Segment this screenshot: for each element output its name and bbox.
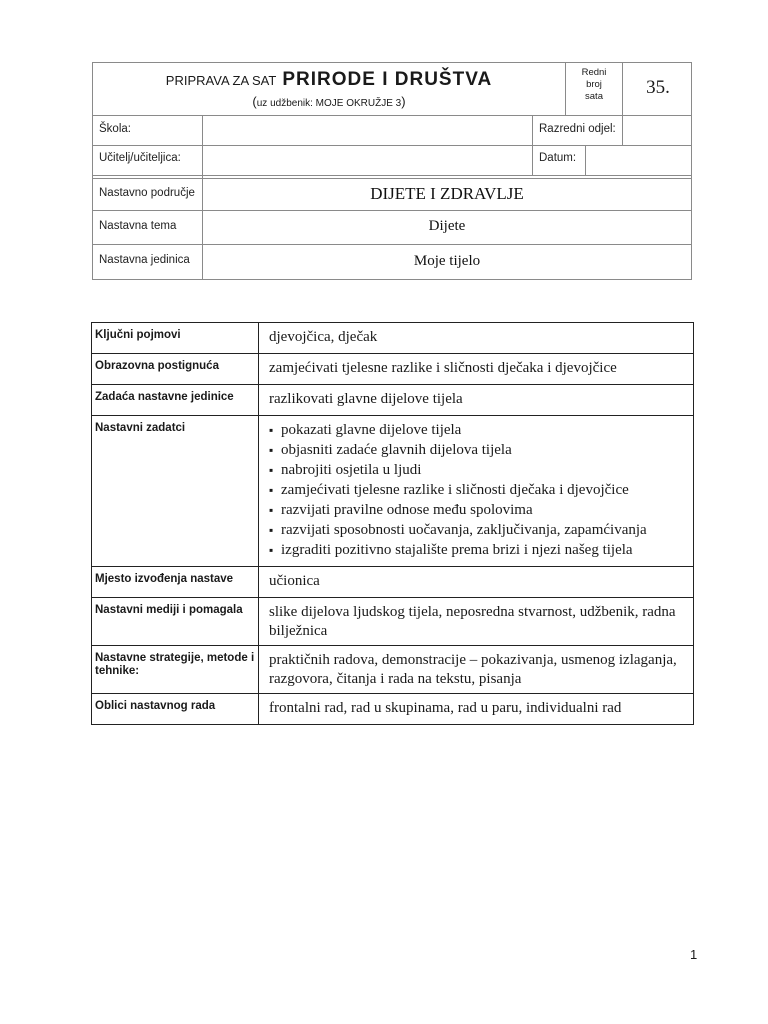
subject-area-label: Nastavno područje — [99, 187, 195, 199]
document-title — [93, 69, 565, 91]
topic-label: Nastavna tema — [99, 220, 177, 232]
school-label: Škola: — [99, 123, 131, 135]
bullet-icon: ▪ — [269, 463, 274, 477]
unit-value: Moje tijelo — [413, 253, 481, 269]
outcomes-label: Obrazovna postignuća — [92, 354, 259, 385]
subtitle-text: uz udžbenik: MOJE OKRUŽJE 3 — [256, 98, 402, 109]
subtitle-open: ( — [252, 94, 257, 109]
table-row — [92, 567, 694, 598]
strategies-label: Nastavne strategije, metode i tehnike: — [92, 646, 259, 694]
title-main: PRIRODE I DRUŠTVA — [282, 69, 493, 90]
bullet-icon: ▪ — [269, 543, 274, 557]
location-value: učionica — [259, 567, 694, 598]
tasks-label: Nastavni zadatci — [92, 416, 259, 567]
table-row — [92, 323, 694, 354]
table-row — [92, 354, 694, 385]
unit-goal-label: Zadaća nastavne jedinice — [92, 385, 259, 416]
media-label: Nastavni mediji i pomagala — [92, 598, 259, 646]
table-row — [92, 646, 694, 694]
unit-label: Nastavna jedinica — [99, 254, 190, 266]
work-forms-value: frontalni rad, rad u skupinama, rad u paru, individualni rad — [259, 694, 694, 725]
subtitle-close: ) — [401, 94, 406, 109]
list-item: ▪ zamjećivati tjelesne razlike i sličnosti dječaka i djevojčice — [269, 482, 629, 498]
unit-goal-value: razlikovati glavne dijelove tijela — [259, 385, 694, 416]
bullet-icon: ▪ — [269, 423, 274, 437]
table-row — [92, 694, 694, 725]
list-item: ▪ objasniti zadaće glavnih dijelova tijela — [269, 442, 512, 458]
document-subtitle — [93, 94, 565, 109]
topic-value: Dijete — [428, 218, 466, 234]
lesson-header — [92, 62, 692, 280]
title-prefix: PRIPRAVA ZA SAT — [165, 73, 277, 88]
subject-area-value: DIJETE I ZDRAVLJE — [370, 184, 524, 203]
work-forms-label: Oblici nastavnog rada — [92, 694, 259, 725]
list-item: ▪ pokazati glavne dijelove tijela — [269, 422, 462, 438]
key-concepts-label: Ključni pojmovi — [92, 323, 259, 354]
date-label: Datum: — [539, 152, 577, 164]
class-label: Razredni odjel: — [539, 123, 616, 135]
list-item: ▪ izgraditi pozitivno stajalište prema brizi i njezi našeg tijela — [269, 542, 633, 558]
outcomes-value: zamjećivati tjelesne razlike i sličnosti dječaka i djevojčice — [259, 354, 694, 385]
table-row — [92, 416, 694, 567]
bullet-icon: ▪ — [269, 443, 274, 457]
key-concepts-value: djevojčica, dječak — [259, 323, 694, 354]
media-value: slike dijelova ljudskog tijela, neposredna stvarnost, udžbenik, radna bilježnica — [259, 598, 694, 646]
location-label: Mjesto izvođenja nastave — [92, 567, 259, 598]
lesson-number-value: 35. — [646, 77, 670, 98]
teacher-label: Učitelj/učiteljica: — [99, 152, 181, 164]
bullet-icon: ▪ — [269, 523, 274, 537]
lesson-number-label: Redni broj sata — [581, 67, 607, 102]
page-number: 1 — [690, 947, 698, 962]
table-row — [92, 598, 694, 646]
bullet-icon: ▪ — [269, 483, 274, 497]
list-item: ▪ razvijati pravilne odnose među spolovima — [269, 502, 533, 518]
bullet-icon: ▪ — [269, 503, 274, 517]
tasks-value — [259, 416, 694, 567]
list-item: ▪ nabrojiti osjetila u ljudi — [269, 462, 422, 478]
strategies-value: praktičnih radova, demonstracije – pokazivanja, usmenog izlaganja, razgovora, čitanja i rada na tekstu, pisanja — [259, 646, 694, 694]
table-row — [92, 385, 694, 416]
list-item: ▪ razvijati sposobnosti uočavanja, zaključivanja, zapamćivanja — [269, 522, 647, 538]
tasks-list — [269, 420, 683, 560]
lesson-details-table — [91, 322, 694, 725]
